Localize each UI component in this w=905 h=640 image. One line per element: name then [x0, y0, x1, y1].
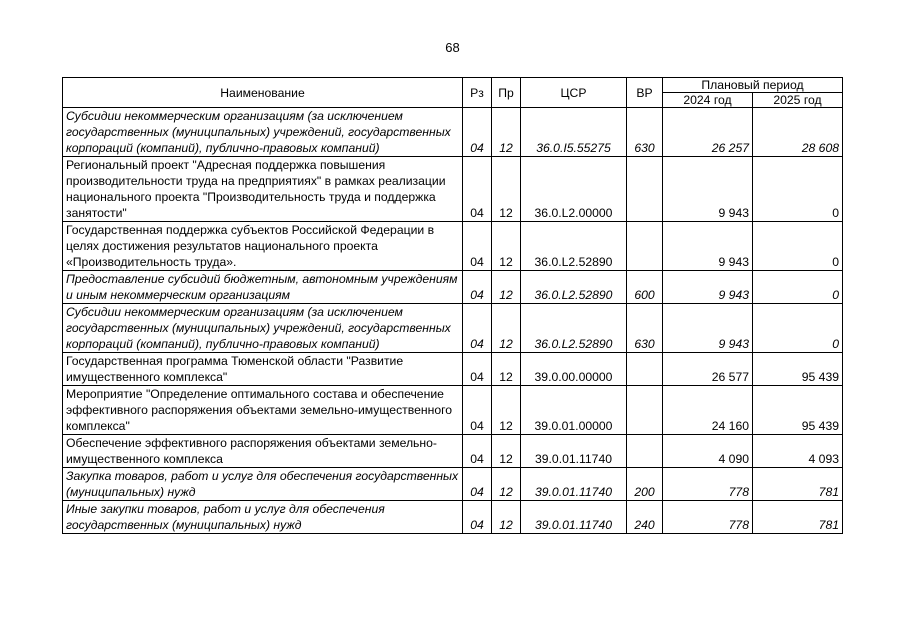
- header-name: Наименование: [63, 78, 463, 108]
- row-2024: 26 577: [663, 353, 753, 386]
- row-pr: 12: [492, 435, 521, 468]
- row-2024: 778: [663, 501, 753, 534]
- row-pr: 12: [492, 222, 521, 271]
- table-body: [63, 108, 843, 534]
- row-csr: 39.0.01.11740: [521, 435, 627, 468]
- row-2024: 9 943: [663, 222, 753, 271]
- row-name: Субсидии некоммерческим организациям (за исключением государственных (муниципальных) учреждений, государственных корпораций (компаний), публично-правовых компаний): [63, 108, 463, 157]
- row-pr: 12: [492, 304, 521, 353]
- row-csr: 36.0.L2.52890: [521, 304, 627, 353]
- row-2025: 95 439: [753, 386, 843, 435]
- row-2025: 28 608: [753, 108, 843, 157]
- header-pr: Пр: [492, 78, 521, 108]
- header-2024: 2024 год: [663, 93, 753, 108]
- row-pr: 12: [492, 468, 521, 501]
- table-row: [63, 386, 843, 435]
- header-vr: ВР: [627, 78, 663, 108]
- header-2025: 2025 год: [753, 93, 843, 108]
- row-2024: 26 257: [663, 108, 753, 157]
- header-csr: ЦСР: [521, 78, 627, 108]
- table-row: [63, 108, 843, 157]
- header-rz: Рз: [463, 78, 492, 108]
- row-pr: 12: [492, 271, 521, 304]
- table-row: [63, 353, 843, 386]
- row-name: Обеспечение эффективного распоряжения объектами земельно-имущественного комплекса: [63, 435, 463, 468]
- budget-table: [62, 77, 843, 534]
- row-rz: 04: [463, 386, 492, 435]
- row-csr: 39.0.01.11740: [521, 501, 627, 534]
- row-2025: 0: [753, 271, 843, 304]
- row-csr: 39.0.00.00000: [521, 353, 627, 386]
- row-name: Региональный проект "Адресная поддержка повышения производительности труда на предприятиях" в рамках реализации национального проекта "Производительность труда и поддержка занятости": [63, 157, 463, 222]
- row-pr: 12: [492, 108, 521, 157]
- table-header: [63, 78, 843, 108]
- row-rz: 04: [463, 435, 492, 468]
- row-name: Субсидии некоммерческим организациям (за исключением государственных (муниципальных) учреждений, государственных корпораций (компаний), публично-правовых компаний): [63, 304, 463, 353]
- row-rz: 04: [463, 271, 492, 304]
- row-vr: [627, 157, 663, 222]
- row-rz: 04: [463, 157, 492, 222]
- table-row: [63, 435, 843, 468]
- row-pr: 12: [492, 386, 521, 435]
- row-2025: 0: [753, 157, 843, 222]
- row-vr: 200: [627, 468, 663, 501]
- row-2025: 4 093: [753, 435, 843, 468]
- row-pr: 12: [492, 501, 521, 534]
- row-csr: 39.0.01.00000: [521, 386, 627, 435]
- row-vr: [627, 353, 663, 386]
- row-2025: 0: [753, 222, 843, 271]
- row-csr: 36.0.L2.00000: [521, 157, 627, 222]
- table-row: [63, 271, 843, 304]
- row-name: Мероприятие "Определение оптимального состава и обеспечение эффективного распоряжения объектами земельно-имущественного комплекса": [63, 386, 463, 435]
- row-2025: 781: [753, 468, 843, 501]
- row-csr: 39.0.01.11740: [521, 468, 627, 501]
- row-name: Закупка товаров, работ и услуг для обеспечения государственных (муниципальных) нужд: [63, 468, 463, 501]
- row-vr: 630: [627, 304, 663, 353]
- row-csr: 36.0.L2.52890: [521, 222, 627, 271]
- row-2025: 0: [753, 304, 843, 353]
- row-name: Государственная поддержка субъектов Российской Федерации в целях достижения результатов национального проекта «Производительность труда».: [63, 222, 463, 271]
- row-name: Иные закупки товаров, работ и услуг для обеспечения государственных (муниципальных) нужд: [63, 501, 463, 534]
- row-vr: [627, 222, 663, 271]
- row-2024: 24 160: [663, 386, 753, 435]
- row-2024: 9 943: [663, 304, 753, 353]
- row-2024: 4 090: [663, 435, 753, 468]
- row-csr: 36.0.L2.52890: [521, 271, 627, 304]
- row-rz: 04: [463, 468, 492, 501]
- row-vr: 600: [627, 271, 663, 304]
- row-pr: 12: [492, 353, 521, 386]
- page-number: 68: [445, 40, 460, 55]
- row-rz: 04: [463, 222, 492, 271]
- table-row: [63, 157, 843, 222]
- header-planned-period: Плановый период: [663, 78, 843, 93]
- row-name: Государственная программа Тюменской области "Развитие имущественного комплекса": [63, 353, 463, 386]
- row-name: Предоставление субсидий бюджетным, автономным учреждениям и иным некоммерческим организациям: [63, 271, 463, 304]
- table-row: [63, 222, 843, 271]
- row-rz: 04: [463, 304, 492, 353]
- table-row: [63, 501, 843, 534]
- row-rz: 04: [463, 501, 492, 534]
- row-2025: 95 439: [753, 353, 843, 386]
- row-vr: [627, 435, 663, 468]
- row-rz: 04: [463, 353, 492, 386]
- row-rz: 04: [463, 108, 492, 157]
- row-2025: 781: [753, 501, 843, 534]
- row-vr: 630: [627, 108, 663, 157]
- table-row: [63, 468, 843, 501]
- row-pr: 12: [492, 157, 521, 222]
- table-row: [63, 304, 843, 353]
- row-vr: [627, 386, 663, 435]
- row-2024: 9 943: [663, 157, 753, 222]
- row-2024: 9 943: [663, 271, 753, 304]
- row-vr: 240: [627, 501, 663, 534]
- row-2024: 778: [663, 468, 753, 501]
- row-csr: 36.0.I5.55275: [521, 108, 627, 157]
